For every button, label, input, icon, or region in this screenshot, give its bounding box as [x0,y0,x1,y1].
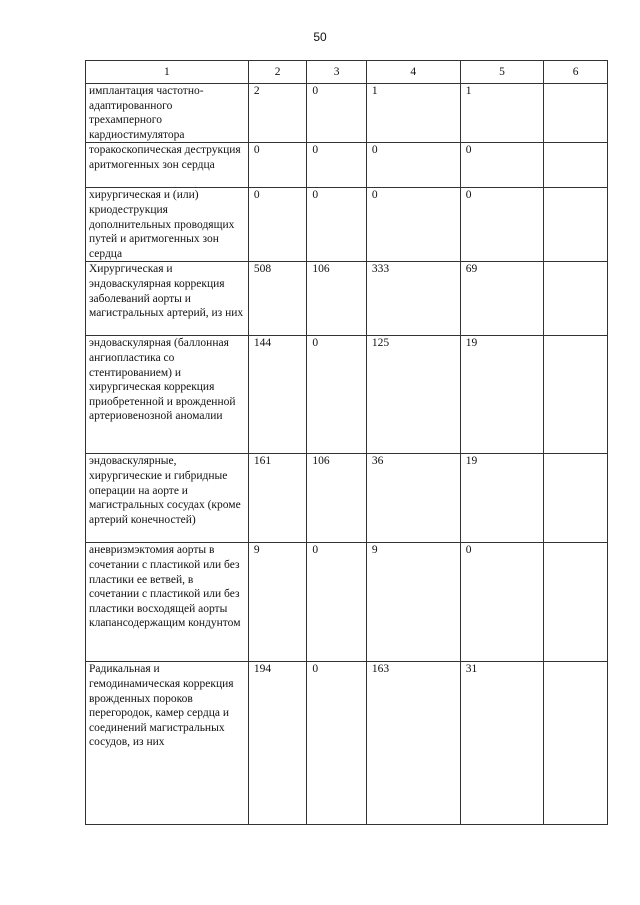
cell-col-4: 9 [366,543,460,662]
row-description: торакоскопическая деструкция аритмогенных зон сердца [86,143,249,188]
cell-col-3: 0 [307,336,367,454]
table-body [86,84,608,825]
cell-col-6 [544,84,608,143]
cell-col-4: 1 [366,84,460,143]
cell-col-5: 0 [460,543,544,662]
cell-col-5: 0 [460,143,544,188]
cell-col-4: 0 [366,188,460,262]
cell-col-6 [544,543,608,662]
cell-col-2: 508 [248,262,306,336]
header-col-1: 1 [86,61,249,84]
cell-col-6 [544,662,608,825]
cell-col-3: 0 [307,143,367,188]
cell-col-6 [544,262,608,336]
cell-col-2: 9 [248,543,306,662]
cell-col-4: 36 [366,454,460,543]
cell-col-5: 69 [460,262,544,336]
table-row [86,454,608,543]
cell-col-5: 0 [460,188,544,262]
cell-col-3: 106 [307,262,367,336]
cell-col-3: 0 [307,188,367,262]
header-col-4: 4 [366,61,460,84]
header-col-2: 2 [248,61,306,84]
cell-col-2: 161 [248,454,306,543]
cell-col-4: 0 [366,143,460,188]
cell-col-2: 0 [248,143,306,188]
cell-col-3: 0 [307,662,367,825]
table-row [86,262,608,336]
cell-col-5: 19 [460,454,544,543]
cell-col-2: 194 [248,662,306,825]
cell-col-4: 333 [366,262,460,336]
row-description: аневризмэктомия аорты в сочетании с пластикой или без пластики ее ветвей, в сочетании с пластикой или без пластики восходящей аорты клапансодержащим кондунтом [86,543,249,662]
cell-col-2: 2 [248,84,306,143]
cell-col-5: 31 [460,662,544,825]
table-header [86,61,608,84]
cell-col-5: 19 [460,336,544,454]
cell-col-4: 163 [366,662,460,825]
table-row [86,143,608,188]
table-row [86,336,608,454]
header-col-6: 6 [544,61,608,84]
cell-col-2: 0 [248,188,306,262]
cell-col-6 [544,336,608,454]
cell-col-3: 0 [307,84,367,143]
table-row [86,188,608,262]
cell-col-6 [544,143,608,188]
cell-col-3: 0 [307,543,367,662]
cell-col-3: 106 [307,454,367,543]
row-description: Хирургическая и эндоваскулярная коррекция заболеваний аорты и магистральных артерий, из них [86,262,249,336]
header-row [86,61,608,84]
row-description: эндоваскулярные, хирургические и гибридные операции на аорте и магистральных сосудах (кроме артерий конечностей) [86,454,249,543]
page-number: 50 [313,30,327,44]
table-row [86,543,608,662]
header-col-5: 5 [460,61,544,84]
row-description: эндоваскулярная (баллонная ангиопластика со стентированием) и хирургическая коррекция приобретенной и врожденной артериовенозной аномалии [86,336,249,454]
cell-col-5: 1 [460,84,544,143]
row-description: хирургическая и (или) криодеструкция дополнительных проводящих путей и аритмогенных зон сердца [86,188,249,262]
cell-col-6 [544,454,608,543]
statistics-table [85,60,608,825]
table-row [86,662,608,825]
cell-col-2: 144 [248,336,306,454]
row-description: имплантация частотно-адаптированного трехамперного кардиостимулятора [86,84,249,143]
row-description: Радикальная и гемодинамическая коррекция врожденных пороков перегородок, камер сердца и соединений магистральных сосудов, из них [86,662,249,825]
cell-col-4: 125 [366,336,460,454]
header-col-3: 3 [307,61,367,84]
table-row [86,84,608,143]
cell-col-6 [544,188,608,262]
